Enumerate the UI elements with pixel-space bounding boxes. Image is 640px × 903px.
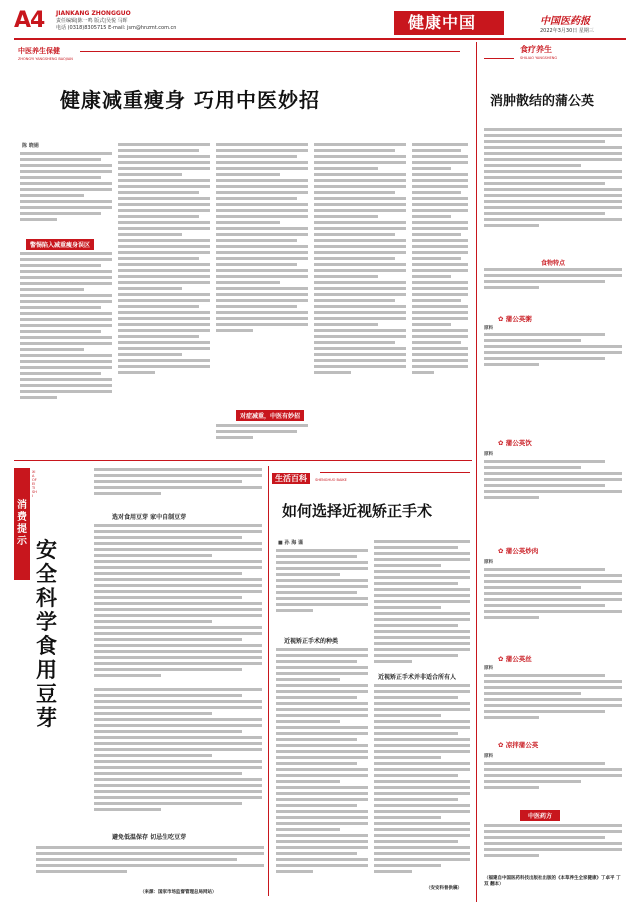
right-label-rule bbox=[484, 58, 514, 59]
br-credit: （安安科普供稿） bbox=[426, 886, 462, 891]
br-col-2b bbox=[374, 684, 470, 882]
bl-sub1: 选对食用豆芽 家中自制豆芽 bbox=[112, 514, 187, 521]
bottom-divider bbox=[268, 466, 269, 896]
side-label-en: XIAOFEI TISHI bbox=[32, 470, 37, 498]
top-headline: 健康减重瘦身 巧用中医妙招 bbox=[60, 88, 320, 112]
contact-line: 电话 (0318)8305715 E-mail: jsm@hnzmt.com.cn bbox=[56, 25, 177, 31]
recipe-1-text bbox=[484, 333, 622, 383]
paper-name: 中国医药报 bbox=[540, 16, 590, 27]
br-col-2 bbox=[374, 540, 470, 668]
column-label-cn: 中医养生保健 bbox=[18, 47, 60, 55]
recipe-1-name: 蒲公英粥 bbox=[505, 315, 532, 323]
top-sub2: 对症减重，中医有妙招 bbox=[236, 410, 304, 421]
br-column-label-en: SHENGHUO BAIKE bbox=[315, 478, 347, 482]
br-headline: 如何选择近视矫正手术 bbox=[282, 502, 433, 520]
recipe-2-text bbox=[484, 460, 622, 520]
bl-col-1 bbox=[94, 524, 262, 684]
food-feature-heading: 食物特点 bbox=[540, 260, 565, 267]
recipe-3-name: 蒲公英炒肉 bbox=[505, 547, 539, 555]
column-label-en: ZHONGYI YANGSHENG BAOJIAN bbox=[18, 57, 73, 61]
recipe-3-title: ✿ 蒲公英炒肉 bbox=[498, 547, 539, 555]
top-col-5 bbox=[412, 143, 468, 447]
right-headline: 消肿散结的蒲公英 bbox=[490, 94, 595, 109]
food-feature-text bbox=[484, 268, 622, 300]
br-col-1b bbox=[276, 648, 368, 888]
bl-intro bbox=[94, 468, 262, 506]
right-column-divider bbox=[476, 42, 477, 902]
recipe-2-tag-ingredients: 原料 bbox=[484, 452, 493, 457]
masthead-pinyin: JIANKANG ZHONGGUO bbox=[56, 10, 131, 17]
br-byline: ■ 孙 海 谨 bbox=[278, 540, 303, 546]
recipe-1-title: ✿ 蒲公英粥 bbox=[498, 315, 532, 323]
recipe-5-text bbox=[484, 762, 622, 806]
page-number: A4 bbox=[14, 8, 45, 33]
issue-date: 2022年3月30日 星期三 bbox=[540, 28, 594, 34]
top-col-4 bbox=[314, 143, 406, 447]
br-sub1: 近视矫正手术的种类 bbox=[284, 638, 339, 645]
mid-rule bbox=[14, 460, 472, 461]
recipe-1-tag-ingredients: 原料 bbox=[484, 326, 493, 331]
top-col-3 bbox=[216, 143, 308, 401]
side-label-cn: 消费提示 bbox=[17, 500, 27, 547]
top-col-2 bbox=[118, 143, 210, 447]
right-column-label bbox=[520, 44, 557, 61]
recipe-2-title: ✿ 蒲公英饮 bbox=[498, 439, 532, 447]
column-label bbox=[18, 46, 73, 62]
top-col-1 bbox=[20, 152, 112, 236]
section-title: 健康中国 bbox=[408, 13, 477, 32]
column-label-rule bbox=[80, 51, 460, 52]
top-sub1: 警惕陷入减重瘦身误区 bbox=[26, 239, 94, 250]
masthead-rule bbox=[14, 38, 626, 40]
recipe-3-tag-ingredients: 原料 bbox=[484, 560, 493, 565]
br-column-label bbox=[272, 466, 347, 485]
editor-line: 责任编辑|陈一鸣 版式|吴悦 马晖 bbox=[56, 18, 128, 24]
bottom-left-headline: 安全科学食用豆芽 bbox=[36, 538, 57, 730]
recipe-3-text bbox=[484, 568, 622, 638]
recipe-5-title: ✿ 凉拌蒲公英 bbox=[498, 741, 539, 749]
recipe-4-text bbox=[484, 674, 622, 734]
bl-col-3 bbox=[36, 846, 264, 888]
recipe-5-tag-ingredients: 原料 bbox=[484, 754, 493, 759]
recipe-2-name: 蒲公英饮 bbox=[505, 439, 532, 447]
right-intro bbox=[484, 128, 622, 252]
bl-credit: （来源：国家市场监督管理总局网站） bbox=[140, 890, 217, 895]
bl-sub2: 避免低温保存 切忌生吃豆芽 bbox=[112, 834, 187, 841]
br-sub2: 近视矫正手术并非适合所有人 bbox=[378, 674, 457, 681]
br-col-1 bbox=[276, 549, 368, 631]
top-byline: 陈 晓娟 bbox=[22, 143, 39, 149]
top-col-3b bbox=[216, 424, 308, 447]
right-footer-credit: （福建自中国医药科技出版社出版的《本草养生全家健康》丁卓平 丁双 翻本） bbox=[484, 876, 621, 887]
right-column-label-cn: 食疗养生 bbox=[520, 45, 552, 54]
br-column-label-cn: 生活百科 bbox=[272, 473, 310, 484]
recipe-4-title: ✿ 蒲公英丝 bbox=[498, 655, 532, 663]
recipe-4-name: 蒲公英丝 bbox=[505, 655, 532, 663]
top-col-1b bbox=[20, 252, 112, 447]
bl-col-2 bbox=[94, 688, 262, 818]
br-label-rule bbox=[320, 472, 470, 473]
recipe-5-name: 凉拌蒲公英 bbox=[505, 741, 539, 749]
tip-heading: 中医药方 bbox=[520, 810, 560, 821]
tip-text bbox=[484, 824, 622, 870]
right-column-label-en: SHILIAO YANGSHENG bbox=[520, 56, 558, 60]
recipe-4-tag-ingredients: 原料 bbox=[484, 666, 493, 671]
